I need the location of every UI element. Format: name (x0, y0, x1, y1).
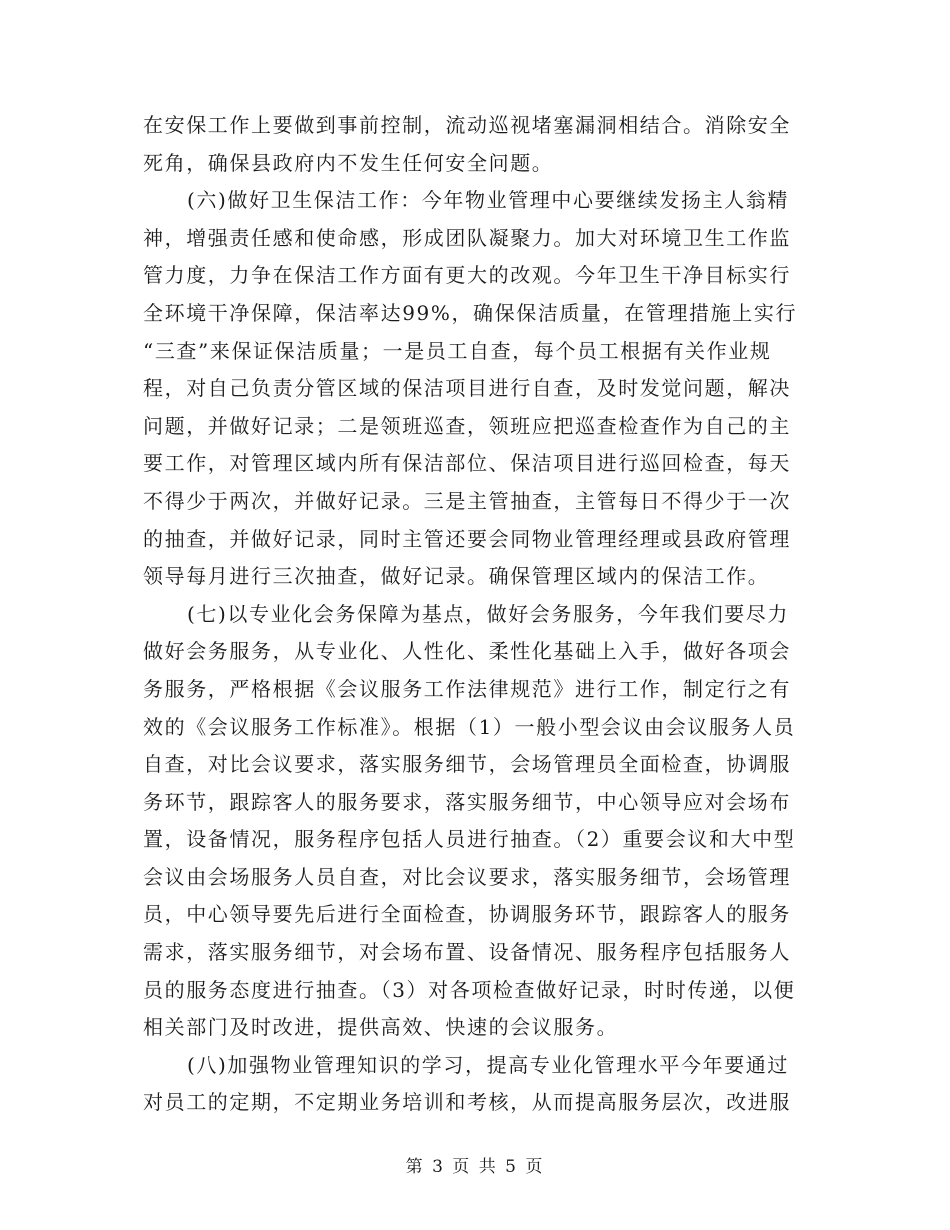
text-line: 管力度，力争在保洁工作方面有更大的改观。今年卫生干净目标实行 (143, 263, 791, 288)
text-line: 置，设备情况，服务程序包括人员进行抽查。（2）重要会议和大中型 (143, 827, 796, 852)
text-line: (七)以专业化会务保障为基点，做好会务服务，今年我们要尽力 (187, 601, 790, 626)
text-line: 效的《会议服务工作标准》。根据（1）一般小型会议由会议服务人员 (143, 714, 796, 739)
paragraph (143, 182, 803, 596)
text-line: 不得少于两次，并做好记录。三是主管抽查，主管每日不得少于一次 (143, 488, 791, 513)
text-line: 的抽查，并做好记录，同时主管还要会同物业管理经理或县政府管理 (143, 526, 791, 551)
text-line: 领导每月进行三次抽查，做好记录。确保管理区域内的保洁工作。 (143, 564, 770, 589)
text-line: 需求，落实服务细节，对会场布置、设备情况、服务程序包括服务人 (143, 940, 791, 965)
text-line: 程，对自己负责分管区域的保洁项目进行自查，及时发觉问题，解决 (143, 376, 791, 401)
text-line: 死角，确保县政府内不发生任何安全问题。 (143, 150, 554, 175)
text-line: 对员工的定期，不定期业务培训和考核，从而提高服务层次，改进服 (143, 1090, 791, 1115)
paragraph (143, 596, 803, 1047)
text-line: 全环境干净保障，保洁率达99%，确保保洁质量，在管理措施上实行 (143, 300, 798, 325)
text-line: 做好会务服务，从专业化、人性化、柔性化基础上入手，做好各项会 (143, 639, 791, 664)
text-line: 务服务，严格根据《会议服务工作法律规范》进行工作，制定行之有 (143, 676, 791, 701)
paragraph (143, 1047, 803, 1122)
text-line: (八)加强物业管理知识的学习，提高专业化管理水平今年要通过 (187, 1052, 790, 1077)
text-line: 员，中心领导要先后进行全面检查，协调服务环节，跟踪客人的服务 (143, 902, 791, 927)
paragraph (143, 107, 803, 182)
text-line: 在安保工作上要做到事前控制，流动巡视堵塞漏洞相结合。消除安全 (143, 113, 791, 137)
text-line: 神，增强责任感和使命感，形成团队凝聚力。加大对环境卫生工作监 (143, 225, 791, 250)
text-line: 相关部门及时改进，提供高效、快速的会议服务。 (143, 1015, 619, 1040)
text-line: “三查”来保证保洁质量；一是员工自查，每个员工根据有关作业规 (143, 338, 772, 363)
body-text (143, 107, 803, 1122)
text-line: (六)做好卫生保洁工作：今年物业管理中心要继续发扬主人翁精 (187, 188, 790, 213)
page-footer: 第 3 页 共 5 页 (405, 1157, 545, 1177)
text-line: 会议由会场服务人员自查，对比会议要求，落实服务细节，会场管理 (143, 864, 791, 889)
text-line: 要工作，对管理区域内所有保洁部位、保洁项目进行巡回检查，每天 (143, 451, 791, 476)
text-line: 务环节，跟踪客人的服务要求，落实服务细节，中心领导应对会场布 (143, 789, 791, 814)
text-line: 员的服务态度进行抽查。（3）对各项检查做好记录，时时传递，以便 (143, 977, 796, 1002)
text-line: 自查，对比会议要求，落实服务细节，会场管理员全面检查，协调服 (143, 752, 791, 777)
text-line: 问题，并做好记录；二是领班巡查，领班应把巡查检查作为自己的主 (143, 413, 791, 438)
